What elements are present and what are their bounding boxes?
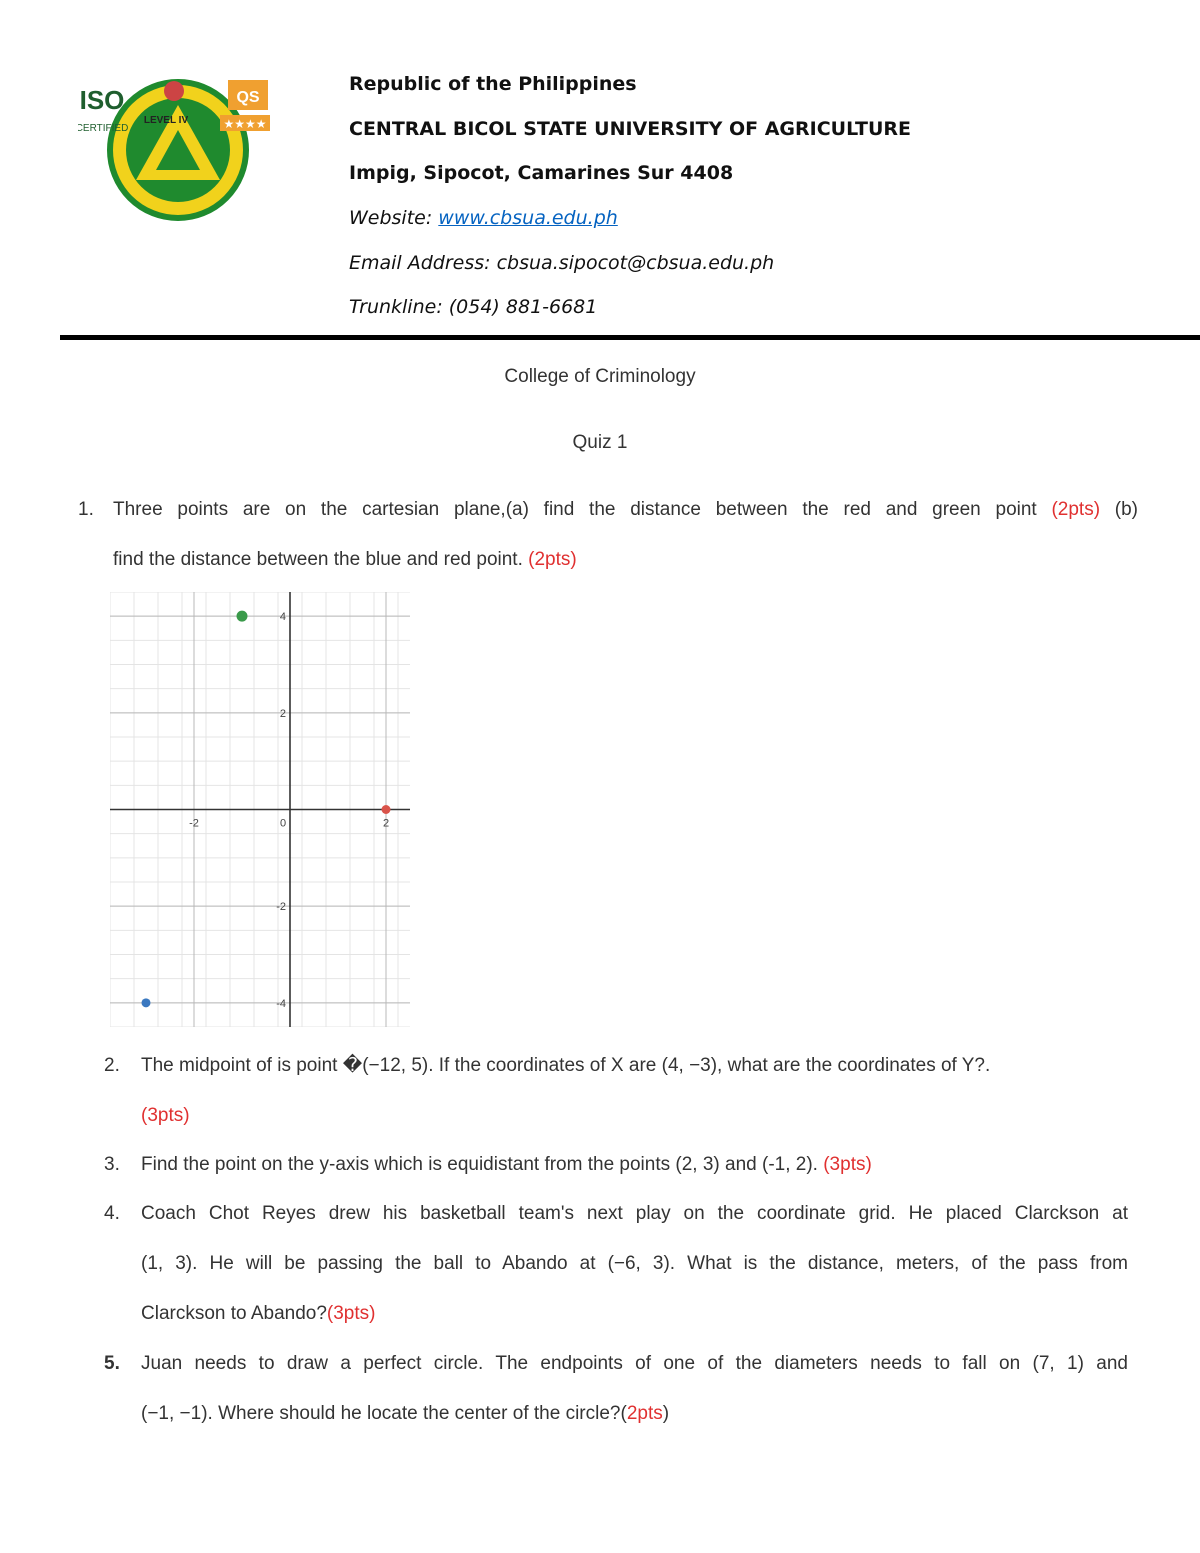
question-5: 5. Juan needs to draw a perfect circle. The endpoints of one of the diameters needs to fall on (7, 1) and (−1, −1). Where should he locate the center of the circle?(2pts) [104,1339,1128,1439]
svg-text:★★★★: ★★★★ [223,117,267,131]
question-5-line-1: Juan needs to draw a perfect circle. The endpoints of one of the diameters needs to fall on (7, 1) and [141,1353,1128,1374]
letterhead [349,70,911,338]
college-name: College of Criminology [504,366,696,387]
point-red [382,805,391,814]
cartesian-graph [110,592,410,1027]
question-2-line-1: The midpoint of is point �(−12, 5). If the coordinates of X are (4, −3), what are the coordinates of Y?. [141,1055,991,1076]
email-line: Email Address: cbsua.sipocot@cbsua.edu.ph [349,251,775,274]
x-tick-label: 0 [279,817,287,830]
y-tick-label: 2 [279,707,286,720]
question-4-line-3: Clarckson to Abando?(3pts) [141,1303,376,1324]
country-line: Republic of the Philippines [349,73,637,95]
question-5-line-2: (−1, −1). Where should he locate the center of the circle?(2pts) [141,1403,670,1424]
university-seal-logo [78,75,278,225]
question-1: 1. Three points are on the cartesian plane,(a) find the distance between the red and green point (2pts) (b) find the distance between the blue and red point. (2pts) [78,485,1138,585]
y-tick-label: -2 [276,901,286,914]
point-blue [142,998,151,1007]
trunkline-line: Trunkline: (054) 881-6681 [349,296,598,319]
x-tick-label: -2 [189,817,199,830]
question-4-line-1: Coach Chot Reyes drew his basketball team's next play on the coordinate grid. He placed Clarckson at [141,1203,1128,1224]
question-2: 2. The midpoint of is point �(−12, 5). If the coordinates of X are (4, −3), what are the coordinates of Y?. (3pts) [104,1041,1128,1141]
svg-text:LEVEL IV: LEVEL IV [143,115,189,126]
header-divider [60,335,1200,340]
question-1-line-1: Three points are on the cartesian plane,(a) find the distance between the red and green point (2pts) (b) [113,499,1139,520]
y-tick-label: 4 [279,611,286,624]
question-4: 4. Coach Chot Reyes drew his basketball team's next play on the coordinate grid. He placed Clarckson at (1, 3). He will be passing the ball to Abando at (−6, 3). What is the distance, meters, of the pass from Clarckson to Abando?(3pts) [104,1189,1128,1339]
question-3-line-1: Find the point on the y-axis which is equidistant from the points (2, 3) and (-1, 2). (3pts) [141,1154,872,1175]
question-2-points: (3pts) [141,1105,190,1126]
question-1-line-2: find the distance between the blue and red point. (2pts) [113,549,577,570]
address-line: Impig, Sipocot, Camarines Sur 4408 [349,162,734,185]
university-name: CENTRAL BICOL STATE UNIVERSITY OF AGRICULTURE [349,117,912,140]
logo-group [78,75,278,225]
point-green [237,611,248,622]
website-link[interactable]: www.cbsua.edu.ph [438,207,618,230]
question-3: 3. Find the point on the y-axis which is equidistant from the points (2, 3) and (-1, 2). (3pts) [104,1140,1128,1190]
x-tick-label: 2 [382,817,390,830]
y-tick-label: -4 [276,997,286,1010]
website-line: Website: www.cbsua.edu.ph [349,207,618,230]
svg-text:ISO: ISO [79,85,125,115]
svg-text:QS: QS [236,89,260,106]
question-4-line-2: (1, 3). He will be passing the ball to Abando at (−6, 3). What is the distance, meters, of the pass from [141,1253,1128,1274]
quiz-title: Quiz 1 [572,432,628,453]
svg-text:CERTIFIED: CERTIFIED [78,123,129,134]
